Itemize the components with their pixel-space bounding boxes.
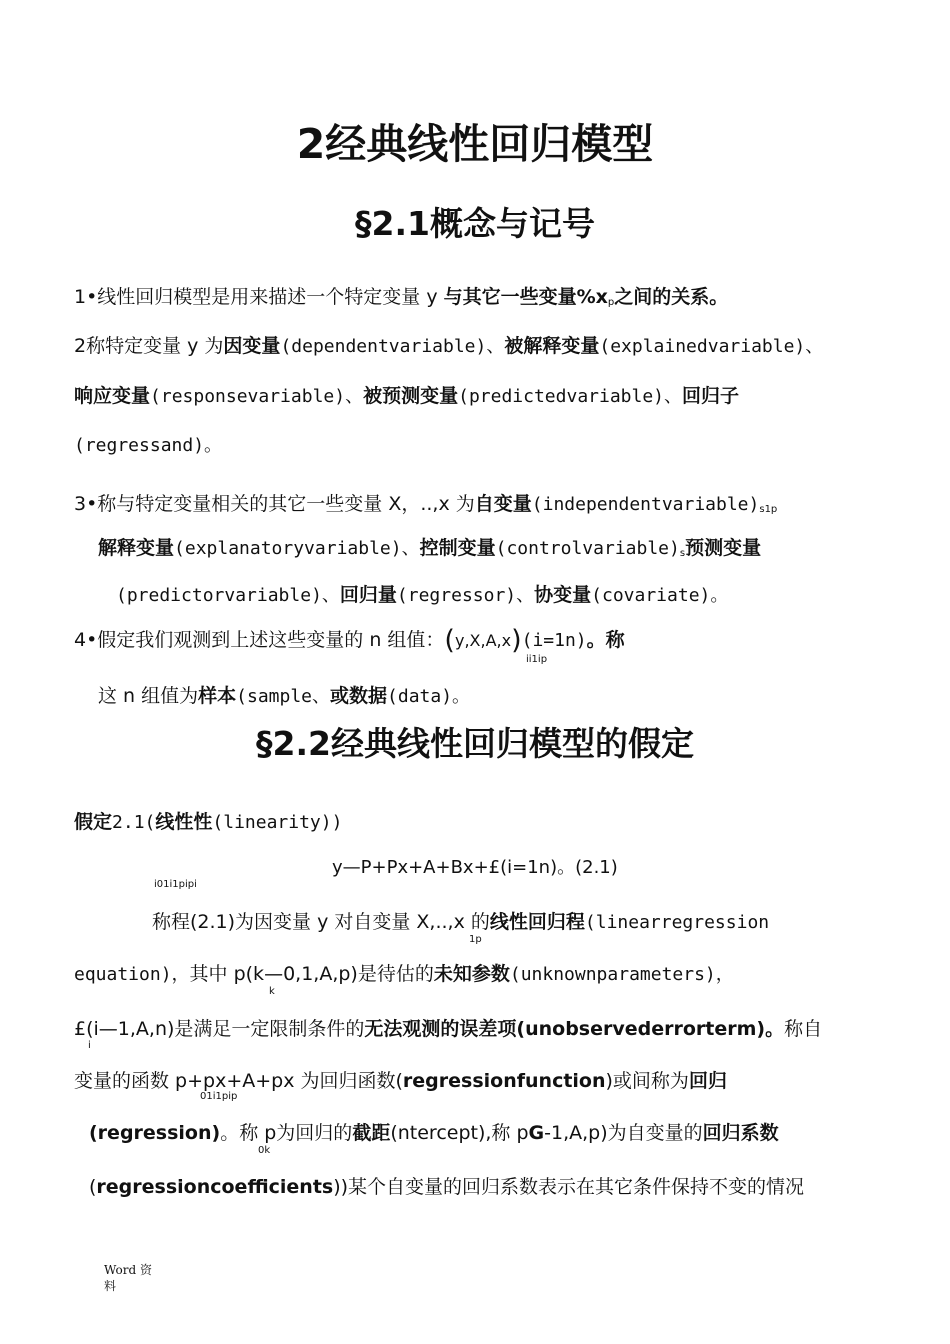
paragraph-q2: equation)，其中 p(k—0,1,A,p)是待估的未知参数(unknownparameters)，	[74, 963, 734, 985]
paragraph-8: 4•假定我们观测到上述这些变量的 n 组值：(y,X,A,x)(i=1n)。称	[74, 625, 625, 656]
paragraph-9: 这 n 组值为样本(sample、或数据(data)。	[98, 685, 471, 707]
paragraph-q4: 变量的函数 p+px+A+px 为回归函数(regressionfunction)或间称为回归	[74, 1070, 727, 1092]
paragraph-q6: (regressioncoefficients))某个自变量的回归系数表示在其它条件保持不变的情况	[89, 1176, 805, 1198]
paragraph-q3: £(i—1,A,n)是满足一定限制条件的无法观测的误差项(unobservederrorterm)。称自	[74, 1018, 823, 1040]
paragraph-1: 1•线性回归模型是用来描述一个特定变量 y 与其它一些变量$\%x_p$之间的关系。	[74, 286, 729, 308]
equation-2-1: y—P+Px+A+Bx+£(i=1n)。(2.1)	[332, 857, 618, 878]
paragraph-q1: 称程(2.1)为因变量 y 对自变量 X,..,x 的线性回归程(linearregression	[152, 911, 770, 933]
paragraph-q5-subscript: 0k	[258, 1145, 271, 1156]
paragraph-2: 2称特定变量 y 为因变量(dependentvariable)、被解释变量(explainedvariable)、	[74, 335, 824, 357]
paragraph-6: 解释变量(explanatoryvariable)、控制变量$(controlvariable)_s$预测变量	[98, 537, 762, 559]
paragraph-q5: (regression)。称 p为回归的截距(ntercept),称 pG-1,A,p)为自变量的回归系数	[89, 1122, 779, 1144]
paragraph-4: (regressand)。	[74, 435, 223, 456]
paragraph-q4-subscript: 01i1pip	[200, 1091, 238, 1102]
paragraph-q1-subscript: 1p	[469, 934, 482, 945]
equation-subscripts: i01i1pipi	[154, 879, 197, 890]
paragraph-8-subscript: ii1ip	[526, 654, 548, 665]
paragraph-q3-subscript: i	[88, 1040, 91, 1051]
paragraph-7: (predictorvariable)、回归量(regressor)、协变量(covariate)。	[116, 584, 729, 606]
section-heading-2-1: §2.1概念与记号	[355, 204, 595, 243]
paragraph-3: 响应变量(responsevariable)、被预测变量(predictedvariable)、回归子	[74, 385, 740, 407]
section-heading-2-2: §2.2经典线性回归模型的假定	[256, 724, 694, 763]
paragraph-5: 3•称与特定变量相关的其它一些变量 X，..,x 为自变量$(independentvariable)_{s1p}$	[74, 493, 778, 515]
page-title: 2经典线性回归模型	[296, 120, 654, 168]
paragraph-q2-subscript: k	[269, 986, 275, 997]
page-footer: Word 资 料	[104, 1263, 152, 1293]
assumption-2-1: 假定2.1(线性性(linearity))	[74, 811, 343, 833]
